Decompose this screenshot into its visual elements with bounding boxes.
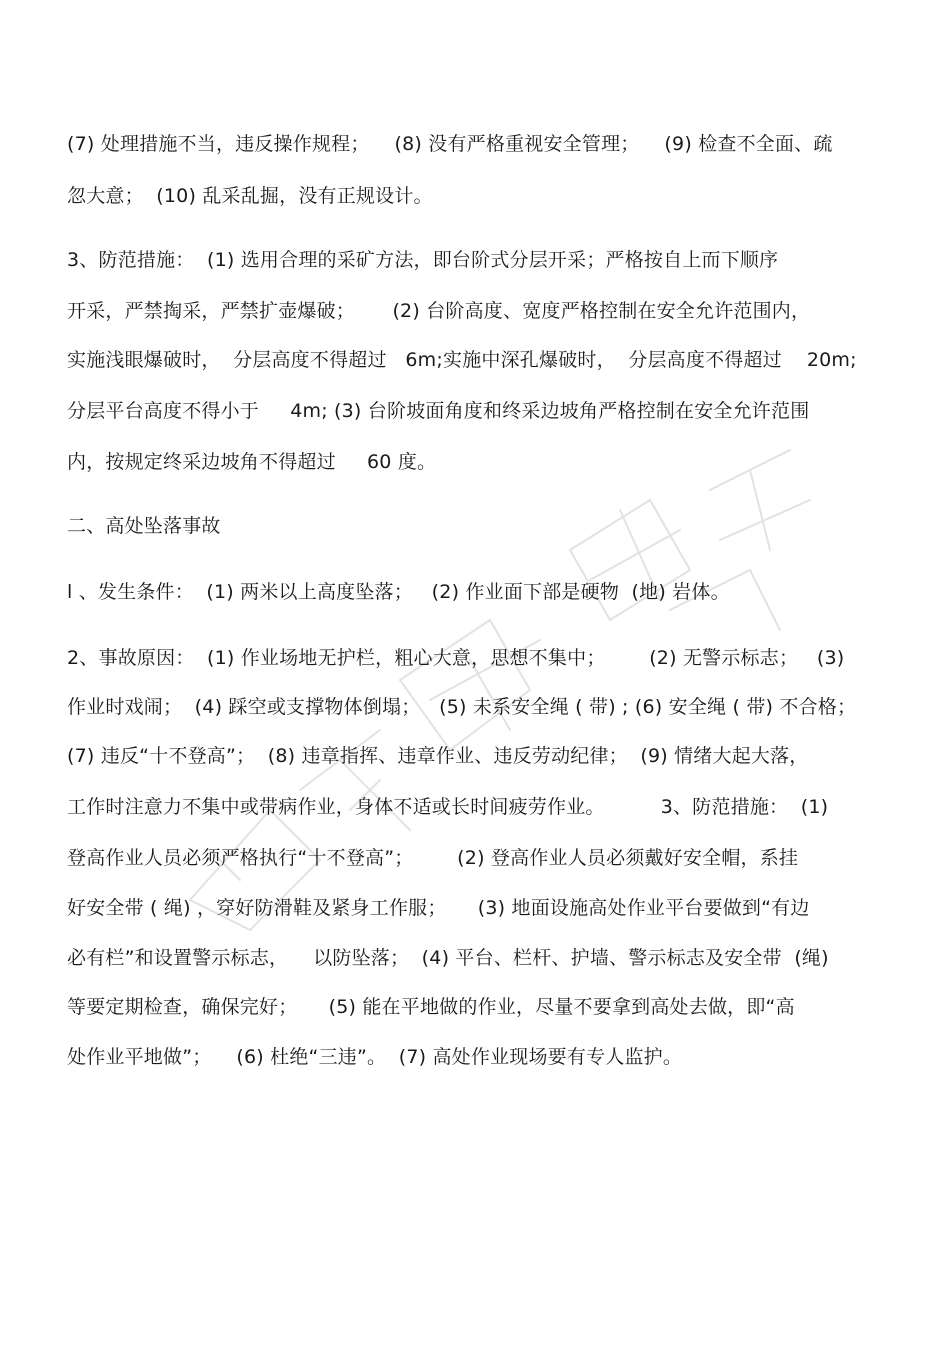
text-line: 忽大意； (10) 乱采乱掘，没有正规设计。 (67, 185, 433, 207)
text-line: 开采，严禁掏采，严禁扩壶爆破； (2) 台阶高度、宽度严格控制在安全允许范围内， (67, 300, 811, 322)
text-line: (7) 处理措施不当，违反操作规程； (8) 没有严格重视安全管理； (9) 检查不全面、疏 (67, 133, 833, 155)
text-line: 好安全带 ( 绳) ，穿好防滑鞋及紧身工作服； (3) 地面设施高处作业平台要做到“有边 (67, 897, 810, 919)
section-heading: 二、高处坠落事故 (67, 515, 221, 537)
text-line: 处作业平地做”； (6) 杜绝“三违”。 (7) 高处作业现场要有专人监护。 (67, 1046, 683, 1068)
watermark-graphic (150, 430, 850, 950)
text-line: 分层平台高度不得小于 4m; (3) 台阶坡面角度和终采边坡角严格控制在安全允许范围 (67, 400, 810, 422)
text-line: 实施浅眼爆破时， 分层高度不得超过 6m;实施中深孔爆破时， 分层高度不得超过 20m; (67, 349, 857, 371)
text-line: (7) 违反“十不登高”； (8) 违章指挥、违章作业、违反劳动纪律； (9) 情绪大起大落， (67, 745, 809, 767)
text-line: 3、防范措施： (1) 选用合理的采矿方法，即台阶式分层开采；严格按自上而下顺序 (67, 249, 779, 271)
text-line: 工作时注意力不集中或带病作业，身体不适或长时间疲劳作业。 3、防范措施： (1) (67, 796, 829, 818)
text-line: 2、事故原因： (1) 作业场地无护栏，粗心大意，思想不集中； (2) 无警示标志； (3) (67, 647, 845, 669)
text-line: 必有栏”和设置警示标志， 以防坠落； (4) 平台、栏杆、护墙、警示标志及安全带 (绳) (67, 947, 829, 969)
text-line: l 、发生条件： (1) 两米以上高度坠落； (2) 作业面下部是硬物 (地) 岩体。 (67, 581, 730, 603)
text-line: 等要定期检查，确保完好； (5) 能在平地做的作业，尽量不要拿到高处去做，即“高 (67, 996, 795, 1018)
text-line: 登高作业人员必须严格执行“十不登高”； (2) 登高作业人员必须戴好安全帽，系挂 (67, 847, 799, 869)
text-line: 内，按规定终采边坡角不得超过 60 度。 (67, 451, 437, 473)
text-line: 作业时戏闹； (4) 踩空或支撑物体倒塌； (5) 未系安全绳 ( 带) ; (6) 安全绳 ( 带) 不合格； (67, 696, 857, 718)
